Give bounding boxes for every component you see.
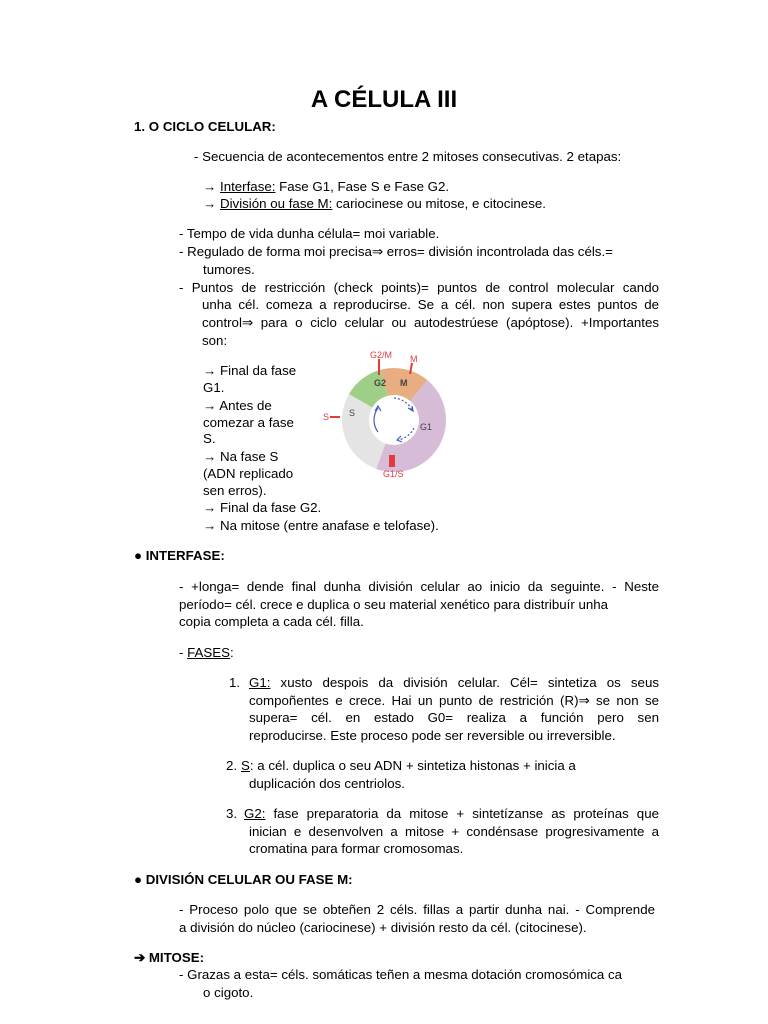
section-heading-division: ● DIVISIÓN CELULAR OU FASE M:	[134, 872, 353, 887]
arrow-glyph: →	[203, 196, 220, 211]
section-heading-mitose: ➔ MITOSE:	[134, 950, 204, 965]
paragraph-regulated-line1: - Regulado de forma moi precisa⇒ erros= división incontrolada das céls.=	[179, 244, 613, 259]
fases-term: FASES	[187, 645, 230, 660]
fases-dash: -	[179, 645, 188, 660]
paragraph-interfase-line1: - +longa= dende final dunha división celular ao inicio da seguinte. - Neste	[179, 579, 659, 594]
list-number: 1.	[229, 675, 241, 690]
list-number: 3.	[226, 806, 238, 821]
phase-g2-line1	[244, 805, 659, 822]
stage-division	[203, 195, 546, 212]
phase-s-text: : a cél. duplica o seu ADN + sintetiza histonas + inicia a	[249, 758, 576, 773]
checkpoint-line: (ADN replicado	[203, 466, 294, 481]
term-interfase: Interfase:	[220, 179, 276, 194]
label-m: M	[400, 378, 408, 388]
paragraph-checkpoints-line2: unha cél. comeza a reproducirse. Se a cél. non supera estes puntos de	[202, 297, 659, 312]
phase-g1-line2: compoñentes e crece. Hai un punto de restrición (R)⇒ se non se	[249, 693, 659, 708]
section-heading-cell-cycle: 1. O CICLO CELULAR:	[134, 119, 276, 134]
phase-s-line1	[241, 757, 576, 774]
checkpoint-line: comezar a fase	[203, 415, 294, 430]
list-number: 2.	[226, 758, 238, 773]
paragraph-lifetime: - Tempo de vida dunha célula= moi variable.	[179, 226, 440, 241]
section-heading-interfase: ● INTERFASE:	[134, 548, 225, 563]
paragraph-mitose-line1: - Grazas a esta= céls. somáticas teñen a mesma dotación cromosómica ca	[179, 967, 623, 982]
label-s-left: S	[323, 412, 330, 422]
phase-g2-line2: inician e desenvolven a mitose + condénsase progresivamente a	[249, 824, 659, 839]
label-g2: G2	[374, 378, 387, 388]
checkpoint-line: G1.	[203, 380, 225, 395]
stage-interfase	[203, 178, 449, 195]
phase-g1-text: xusto despois da división celular. Cél= sintetiza os seus	[270, 675, 659, 690]
checkpoint-marker-g1s	[389, 455, 395, 467]
term-division: División ou fase M:	[220, 196, 333, 211]
paragraph-sequence: - Secuencia de acontecementos entre 2 mitoses consecutivas. 2 etapas:	[194, 149, 622, 164]
page-title: A CÉLULA III	[310, 86, 458, 113]
stage-text: Fase G1, Fase S e Fase G2.	[275, 179, 450, 194]
checkpoint-line: sen erros).	[203, 483, 267, 498]
paragraph-division-line2: a división do núcleo (cariocinese) + división resto da cél. (citocinese).	[179, 920, 587, 935]
label-m-top: M	[410, 354, 418, 364]
cell-cycle-diagram	[316, 347, 452, 482]
term-s: S	[241, 758, 250, 773]
arrow-glyph: →	[203, 179, 220, 194]
phase-g1-line3: supera= cél. en estado G0= realiza a función pero sen	[249, 710, 659, 725]
stage-text: cariocinese ou mitose, e citocinese.	[332, 196, 546, 211]
phase-g1-line1	[249, 674, 659, 691]
paragraph-checkpoints-line4: son:	[202, 333, 228, 348]
label-s: S	[349, 408, 356, 418]
checkpoint-line: → Na mitose (entre anafase e telofase).	[203, 518, 439, 533]
term-g1: G1:	[249, 675, 271, 690]
label-g1s: G1/S	[383, 469, 404, 479]
checkpoint-line: → Na fase S	[203, 449, 279, 464]
term-g2: G2:	[244, 806, 266, 821]
checkpoint-line: → Antes de	[203, 398, 272, 413]
paragraph-checkpoints-line1: - Puntos de restricción (check points)= puntos de control molecular cando	[179, 280, 659, 295]
label-g2m-top: G2/M	[370, 350, 393, 360]
phase-s-line2: duplicación dos centriolos.	[249, 776, 405, 791]
fases-heading	[179, 644, 234, 661]
fases-colon: :	[230, 645, 234, 660]
paragraph-mitose-line2: o cigoto.	[203, 985, 254, 1000]
paragraph-interfase-line2: período= cél. crece e duplica o seu material xenético para distribuír unha	[179, 597, 609, 612]
paragraph-division-line1: - Proceso polo que se obteñen 2 céls. fillas a partir dunha nai. - Comprende	[179, 902, 655, 917]
paragraph-interfase-line3: copia completa a cada cél. filla.	[179, 614, 364, 629]
phase-g1-line4: reproducirse. Este proceso pode ser reversible ou irreversible.	[249, 728, 616, 743]
paragraph-checkpoints-line3: control⇒ para o ciclo celular ou autodestrúese (apóptose). +Importantes	[202, 315, 659, 330]
paragraph-regulated-line2: tumores.	[203, 262, 255, 277]
phase-g2-line3: cromatina para formar cromosomas.	[249, 841, 464, 856]
checkpoint-line: S.	[203, 431, 216, 446]
checkpoint-line: → Final da fase	[203, 363, 297, 378]
checkpoint-line: → Final da fase G2.	[203, 500, 322, 515]
phase-g2-text: fase preparatoria da mitose + sintetízanse as proteínas que	[265, 806, 659, 821]
label-g1: G1	[420, 422, 433, 432]
